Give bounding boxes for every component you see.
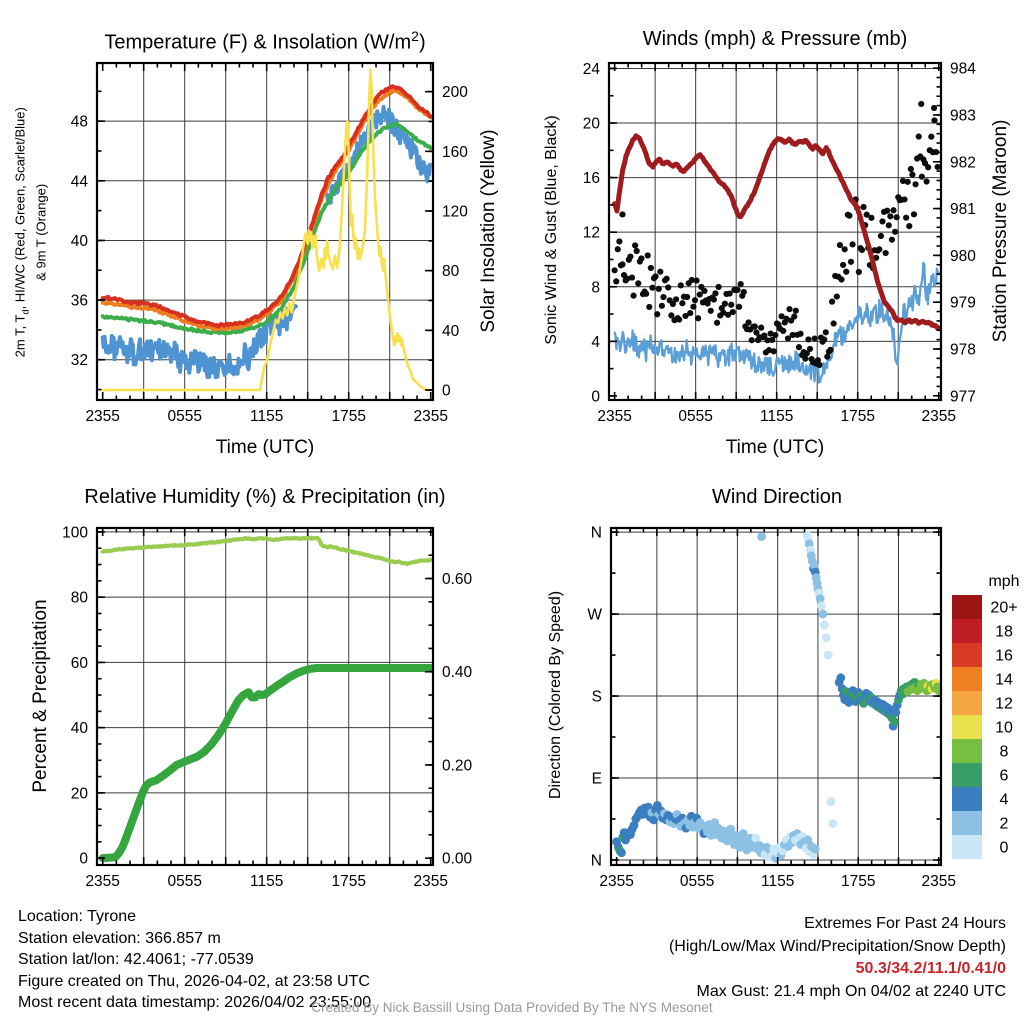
svg-text:2355: 2355 [921, 408, 956, 425]
svg-text:0.60: 0.60 [442, 571, 473, 589]
svg-text:0.00: 0.00 [442, 850, 473, 868]
chart-winds_pressure [583, 61, 976, 425]
chart-title-wind-direction: Wind Direction [711, 486, 843, 508]
svg-text:16: 16 [995, 647, 1013, 665]
svg-text:0555: 0555 [167, 408, 202, 425]
temp-left-axis-l1a: 2m T, T [12, 314, 28, 358]
svg-text:W: W [587, 606, 602, 624]
svg-text:36: 36 [70, 292, 88, 310]
extremes-title: Extremes For Past 24 Hours [804, 915, 1006, 932]
title-temp-superscript: 2 [411, 28, 419, 44]
svg-text:977: 977 [950, 388, 976, 406]
svg-text:1155: 1155 [761, 873, 795, 890]
svg-text:982: 982 [950, 154, 976, 172]
svg-text:20: 20 [70, 785, 88, 803]
svg-text:0: 0 [999, 839, 1009, 857]
title-temp-text: Temperature (F) & Insolation (W/m [104, 31, 412, 54]
svg-text:16: 16 [582, 170, 600, 188]
svg-text:8: 8 [591, 279, 600, 297]
svg-text:80: 80 [442, 263, 460, 281]
svg-text:2355: 2355 [85, 408, 120, 425]
svg-text:14: 14 [995, 671, 1013, 689]
svg-text:44: 44 [70, 173, 88, 191]
svg-text:18: 18 [995, 623, 1013, 641]
xaxis-label-winds: Time (UTC) [725, 437, 825, 458]
temp-left-axis-l1b: , HI/WC (Red, Green, Scarlet/Blue) [12, 107, 28, 310]
wdir-left-axis-label: Direction (Colored By Speed) [547, 590, 564, 800]
svg-text:40: 40 [70, 232, 88, 250]
svg-text:2355: 2355 [921, 873, 957, 890]
extremes-values: 50.3/34.2/11.1/0.41/0 [855, 960, 1006, 977]
svg-text:1155: 1155 [760, 408, 794, 425]
extremes-subtitle: (High/Low/Max Wind/Precipitation/Snow Depth) [668, 937, 1006, 955]
svg-text:0555: 0555 [679, 873, 715, 890]
chart-rh_precip [62, 524, 472, 890]
svg-text:0: 0 [442, 382, 451, 400]
temp-left-axis-line1 [13, 42, 34, 422]
svg-text:1755: 1755 [840, 408, 875, 425]
svg-text:40: 40 [70, 720, 88, 738]
svg-text:120: 120 [442, 203, 468, 221]
svg-text:0: 0 [591, 388, 600, 406]
svg-text:2355: 2355 [413, 408, 448, 425]
svg-text:6: 6 [999, 767, 1009, 785]
temp-left-axis-line2: & 9m T (Orange) [33, 183, 49, 281]
svg-text:979: 979 [950, 294, 976, 312]
svg-text:2355: 2355 [599, 873, 634, 890]
chart-title-rh-precip: Relative Humidity (%) & Precipitation (in) [84, 486, 446, 508]
station-location: Location: Tyrone [18, 908, 137, 925]
temp-left-axis-label [13, 42, 50, 422]
svg-text:0.40: 0.40 [442, 664, 473, 682]
svg-text:N: N [590, 852, 602, 870]
svg-text:0.20: 0.20 [442, 757, 473, 775]
svg-text:983: 983 [950, 107, 976, 125]
credit-line: Created By Nick Bassill Using Data Provided By The NYS Mesonet [311, 1000, 713, 1015]
svg-text:1755: 1755 [331, 873, 366, 890]
svg-text:200: 200 [442, 84, 468, 102]
winds-left-axis-label: Sonic Wind & Gust (Blue, Black) [543, 115, 560, 345]
svg-text:32: 32 [70, 352, 88, 370]
station-latlon: Station lat/lon: 42.4061; -77.0539 [18, 951, 254, 968]
svg-text:2355: 2355 [597, 408, 632, 425]
max-gust: Max Gust: 21.4 mph On 04/02 at 2240 UTC [696, 982, 1006, 1000]
figure-created: Figure created on Thu, 2026-04-02, at 23:58 UTC [18, 972, 370, 990]
svg-text:0: 0 [79, 850, 88, 868]
svg-text:S: S [591, 688, 602, 706]
chart-temp_insolation [71, 63, 468, 425]
speed-colorbar [952, 573, 1020, 859]
svg-text:4: 4 [591, 333, 600, 351]
winds-right-axis-label: Station Pressure (Maroon) [990, 119, 1011, 343]
svg-text:12: 12 [582, 224, 600, 242]
svg-text:2355: 2355 [413, 873, 448, 890]
svg-text:80: 80 [70, 589, 88, 607]
svg-text:20+: 20+ [990, 599, 1018, 617]
svg-text:1755: 1755 [840, 873, 876, 890]
svg-text:160: 160 [442, 143, 468, 161]
title-temp-close: ) [418, 31, 426, 54]
station-info-block [18, 906, 371, 1014]
svg-text:24: 24 [582, 60, 600, 78]
svg-text:20: 20 [582, 115, 600, 133]
data-timestamp: Most recent data timestamp: 2026/04/02 23:55:00 [18, 994, 372, 1011]
svg-text:0555: 0555 [167, 873, 202, 890]
svg-text:0555: 0555 [678, 408, 713, 425]
temp-right-axis-label: Solar Insolation (Yellow) [478, 129, 499, 333]
chart-wind_direction [587, 525, 1019, 890]
svg-text:60: 60 [70, 654, 88, 672]
svg-text:100: 100 [62, 524, 88, 542]
svg-text:N: N [590, 524, 602, 542]
svg-text:980: 980 [950, 247, 976, 265]
svg-text:mph: mph [988, 573, 1020, 590]
svg-text:1755: 1755 [331, 408, 366, 425]
svg-text:48: 48 [70, 113, 88, 131]
chart-title-temperature-insolation [97, 28, 433, 55]
extremes-block [669, 913, 1006, 1003]
xaxis-label-temp: Time (UTC) [215, 437, 315, 458]
svg-text:E: E [591, 770, 602, 788]
svg-text:2: 2 [999, 815, 1009, 833]
chart-title-winds-pressure: Winds (mph) & Pressure (mb) [642, 28, 908, 50]
svg-text:10: 10 [995, 719, 1013, 737]
svg-text:4: 4 [999, 791, 1009, 809]
temp-left-axis-sub: d [20, 309, 31, 315]
svg-text:2355: 2355 [85, 873, 120, 890]
svg-text:984: 984 [950, 60, 976, 78]
svg-text:1155: 1155 [250, 873, 284, 890]
svg-text:12: 12 [995, 695, 1013, 713]
svg-text:981: 981 [950, 201, 976, 219]
svg-text:8: 8 [999, 743, 1009, 761]
station-elevation: Station elevation: 366.857 m [18, 929, 221, 947]
svg-text:40: 40 [442, 322, 460, 340]
svg-text:978: 978 [950, 341, 976, 359]
rh-left-axis-label: Percent & Precipitation [30, 599, 51, 793]
svg-text:1155: 1155 [250, 408, 284, 425]
